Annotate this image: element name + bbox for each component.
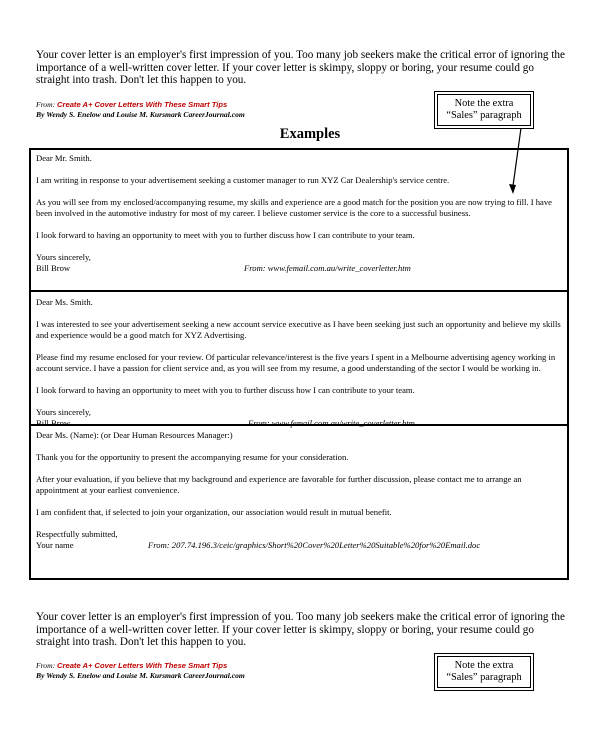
source-citation-top [36, 100, 245, 120]
note-box-top [437, 94, 531, 126]
source-site: CareerJournal.com [183, 110, 245, 119]
letter-paragraph: As you will see from my enclosed/accompanying resume, my skills and experience are a good match for the position you are now trying to fill. I have been involved in the automotive industry for most of my career. I believe customer service is the core to a successful business. [36, 197, 552, 218]
intro-paragraph-top: Your cover letter is an employer's first impression of you. Too many job seekers make the critical error of ignoring the importance of a well-written cover letter. If your cover letter is skimpy, sloppy or boring, your resume could go straight into trash. Don't let this happen to you. [36, 49, 565, 86]
letter-source: From: 207.74.196.3/ceic/graphics/Short%20Cover%20Letter%20Suitable%20for%20Email.doc [148, 540, 481, 550]
letter-source: From: www.femail.com.au/write_coverletter.htm [248, 418, 415, 428]
source-authors: By Wendy S. Enelow and Louise M. Kursmark [36, 110, 182, 119]
letter-signature: Bill Brow [36, 418, 71, 428]
letter-greeting: Dear Ms. Smith. [36, 297, 93, 307]
letter-3 [36, 430, 562, 551]
source-title: Create A+ Cover Letters With These Smart Tips [57, 661, 228, 670]
letter-paragraph: Please find my resume enclosed for your review. Of particular relevance/interest is the five years I spent in a Melbourne advertising agency working in account service. I have a passion for client service and, as you will see from my resume, a good understanding of the sector I would be working in. [36, 352, 556, 373]
letter-greeting: Dear Mr. Smith. [36, 153, 92, 163]
letter-paragraph: After your evaluation, if you believe that my background and experience are favorable for further discussion, please contact me to arrange an appointment at your earliest convenience. [36, 474, 522, 495]
source-authors: By Wendy S. Enelow and Louise M. Kursmark [36, 671, 182, 680]
letter-greeting: Dear Ms. (Name): (or Dear Human Resources Manager:) [36, 430, 233, 440]
letter-paragraph: I look forward to having an opportunity to meet with you to further discuss how I can contribute to your team. [36, 230, 415, 240]
letter-paragraph: I was interested to see your advertisement seeking a new account service executive as I have been seeking just such an opportunity and believe my skills and experience would be a good match for XYZ Advertising. [36, 319, 561, 340]
intro-paragraph-bottom: Your cover letter is an employer's first impression of you. Too many job seekers make the critical error of ignoring the importance of a well-written cover letter. If your cover letter is skimpy, sloppy or boring, your resume could go straight into trash. Don't let this happen to you. [36, 611, 565, 648]
letter-paragraph: I look forward to having an opportunity to meet with you to further discuss how I can contribute to your team. [36, 385, 415, 395]
note-box-bottom [437, 656, 531, 688]
letter-closing: Yours sincerely, [36, 407, 91, 417]
note-line1: Note the extra [454, 98, 514, 109]
letter-signature: Bill Brow [36, 263, 71, 273]
letter-paragraph: I am confident that, if selected to join your organization, our association would result in mutual benefit. [36, 507, 392, 517]
source-from-label: From: [36, 100, 56, 109]
examples-title: Examples [279, 126, 341, 142]
letter-closing: Respectfully submitted, [36, 529, 118, 539]
letter-paragraph: I am writing in response to your advertisement seeking a customer manager to run XYZ Car Dealership's service centre. [36, 175, 450, 185]
letter-closing: Yours sincerely, [36, 252, 91, 262]
letter-signature: Your name [36, 540, 74, 550]
note-line2: “Sales” paragraph [446, 672, 522, 683]
letter-paragraph: Thank you for the opportunity to present the accompanying resume for your consideration. [36, 452, 349, 462]
letter-2 [36, 297, 562, 429]
source-citation-bottom [36, 661, 245, 681]
source-site: CareerJournal.com [183, 671, 245, 680]
note-line2: “Sales” paragraph [446, 110, 522, 121]
letter-1 [36, 153, 562, 274]
note-line1: Note the extra [454, 660, 514, 671]
source-from-label: From: [36, 661, 56, 670]
letter-source: From: www.femail.com.au/write_coverletter.htm [244, 263, 411, 273]
source-title: Create A+ Cover Letters With These Smart Tips [57, 100, 228, 109]
